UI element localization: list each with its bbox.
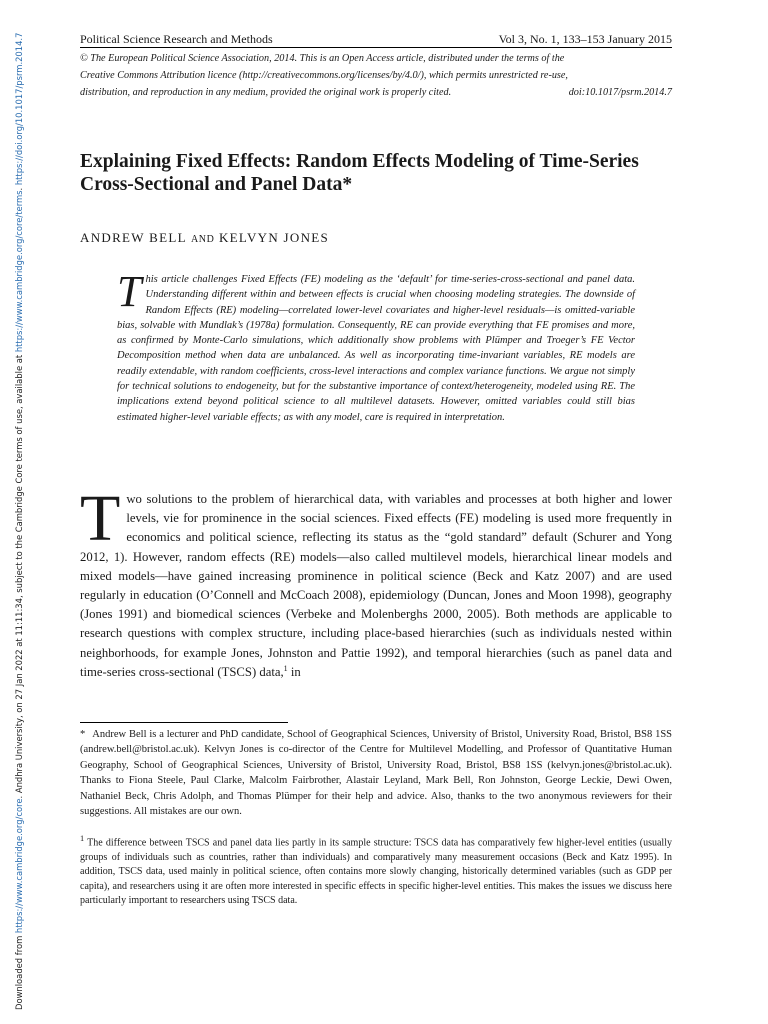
footnote-mark: 1 bbox=[80, 834, 85, 843]
footnote-author bbox=[80, 727, 672, 819]
running-header bbox=[80, 30, 672, 48]
author-name: KELVYN JONES bbox=[218, 230, 330, 245]
license-line bbox=[80, 84, 672, 101]
author-line bbox=[80, 229, 680, 249]
header-rule bbox=[80, 47, 672, 48]
doi-link[interactable]: https://doi.org/10.1017/psrm.2014.7 bbox=[14, 32, 24, 186]
article-title: Explaining Fixed Effects: Random Effects Modeling of Time-Series Cross-Sectional and Panel Data* bbox=[80, 151, 639, 195]
cambridge-core-link[interactable]: https://www.cambridge.org/core bbox=[14, 798, 24, 934]
footnote-text: Andrew Bell is a lecturer and PhD candidate, School of Geographical Sciences, University of Bristol, University Road, Bristol, BS8 1SS (andrew.bell@bristol.ac.uk). Kelvyn Jones is co-director of the Centre for Multilevel Modelling, and Professor of Quantitative Human Geography, School of Geographical Sciences, University of Bristol, University Road, Bristol, BS8 1SS (kelvyn.jones@bristol.ac.uk). Thanks to Fiona Steele, Paul Clarke, Malcolm Fairbrother, Alastair Leyland, Mark Bell, Ron Johnston, George Leckie, Dewi Owen, Nathaniel Beck, Chris Adolph, and Thomas Plümper for their help and advice. Also, thanks to the two anonymous reviewers for their suggestions. All mistakes are our own. bbox=[80, 729, 672, 818]
license-line-1: © The European Political Science Association, 2014. This is an Open Access article, distributed under the terms of the bbox=[80, 53, 565, 64]
body-drop-cap: T bbox=[80, 482, 121, 555]
body-paragraph-tail: in bbox=[287, 664, 301, 679]
license-line bbox=[80, 67, 672, 84]
footnote-reference: 1 bbox=[283, 663, 288, 673]
download-notice bbox=[12, 32, 26, 1010]
body-text bbox=[80, 482, 672, 682]
license-line bbox=[80, 50, 672, 67]
download-notice-prefix: Downloaded from bbox=[14, 933, 24, 1010]
author-name: ANDREW BELL bbox=[80, 230, 187, 245]
footnote-text: The difference between TSCS and panel data lies partly in its sample structure: TSCS data has comparatively few higher-level entities (usually groups of individuals such as countries, rather than individuals) and comparatively many measurement occasions (Beck and Katz 1995). In addition, TSCS data, used mainly in political science, often contains more slowly changing, historically determined variables (such as GDP per capita), and researchers using it are often more interested in specific effects in specific higher-level entities. This makes the issues we discuss here particularly important to researchers using TSCS data. bbox=[80, 837, 672, 907]
footnote-1 bbox=[80, 832, 672, 909]
license-line-2: Creative Commons Attribution licence (http://creativecommons.org/licenses/by/4.0/), which permits unrestricted re-use, bbox=[80, 70, 568, 81]
download-notice-mid1: . Andhra University, on 27 Jan 2022 at 11:11:34, subject to the Cambridge Core terms of use, available at bbox=[14, 352, 24, 799]
issue-info: Vol 3, No. 1, 133–153 January 2015 bbox=[498, 32, 672, 46]
abstract-text: his article challenges Fixed Effects (FE) modeling as the ‘default’ for time-series-cross-sectional and panel data. Understanding different within and between effects is crucial when choosing modeling strategies. The downside of Random Effects (RE) modeling—correlated lower-level covariates and higher-level residuals—is omitted-variable bias, solvable with Mundlak’s (1978a) formulation. Consequently, RE can provide everything that FE promises and more, as confirmed by Monte-Carlo simulations, which additionally show problems with Plümper and Troeger’s FE Vector Decomposition method when data are unbalanced. As well as incorporating time-invariant variables, RE models are readily extendable, with random coefficients, cross-level interactions and complex variance functions. We argue not simply for technical solutions to endogeneity, but for the substantive importance of context/heterogeneity, modeled using RE. The implications extend beyond political science to all multilevel datasets. However, omitted variables could still bias estimated higher-level variable effects; as with any model, care is required in interpretation. bbox=[117, 274, 635, 423]
footnote-rule bbox=[80, 722, 288, 723]
license-line-3: distribution, and reproduction in any medium, provided the original work is properly cited. bbox=[80, 87, 452, 98]
license-notice bbox=[80, 50, 672, 101]
abstract bbox=[117, 267, 635, 425]
terms-link[interactable]: https://www.cambridge.org/core/terms bbox=[14, 190, 24, 353]
download-notice-mid2: . bbox=[14, 185, 24, 191]
body-paragraph: wo solutions to the problem of hierarchical data, with variables and processes at both higher and lower levels, vie for prominence in the social sciences. Fixed effects (FE) modeling is used more frequently in economics and political science, reflecting its status as the “gold standard” default (Schurer and Yong 2012, 1). However, random effects (RE) models—also called multilevel models, hierarchical linear models and mixed models—have gained increasing prominence in political science (Beck and Katz 2007) and are used regularly in education (O’Connell and McCoach 2008), epidemiology (Duncan, Jones and Moon 1998), geography (Jones 1991) and biomedical sciences (Verbeke and Molenberghs 2000, 2005). Both methods are applicable to research questions with complex structure, including place-based hierarchies (such as individuals nested within neighborhoods, for example Jones, Johnston and Pattie 1992), and temporal hierarchies (such as panel data and time-series cross-sectional (TSCS) data, bbox=[80, 492, 672, 679]
article-doi: doi:10.1017/psrm.2014.7 bbox=[568, 87, 672, 98]
footnote-mark: * bbox=[80, 729, 86, 740]
journal-name: Political Science Research and Methods bbox=[80, 32, 273, 46]
abstract-drop-cap: T bbox=[117, 267, 142, 316]
author-conjunction: AND bbox=[190, 234, 215, 245]
